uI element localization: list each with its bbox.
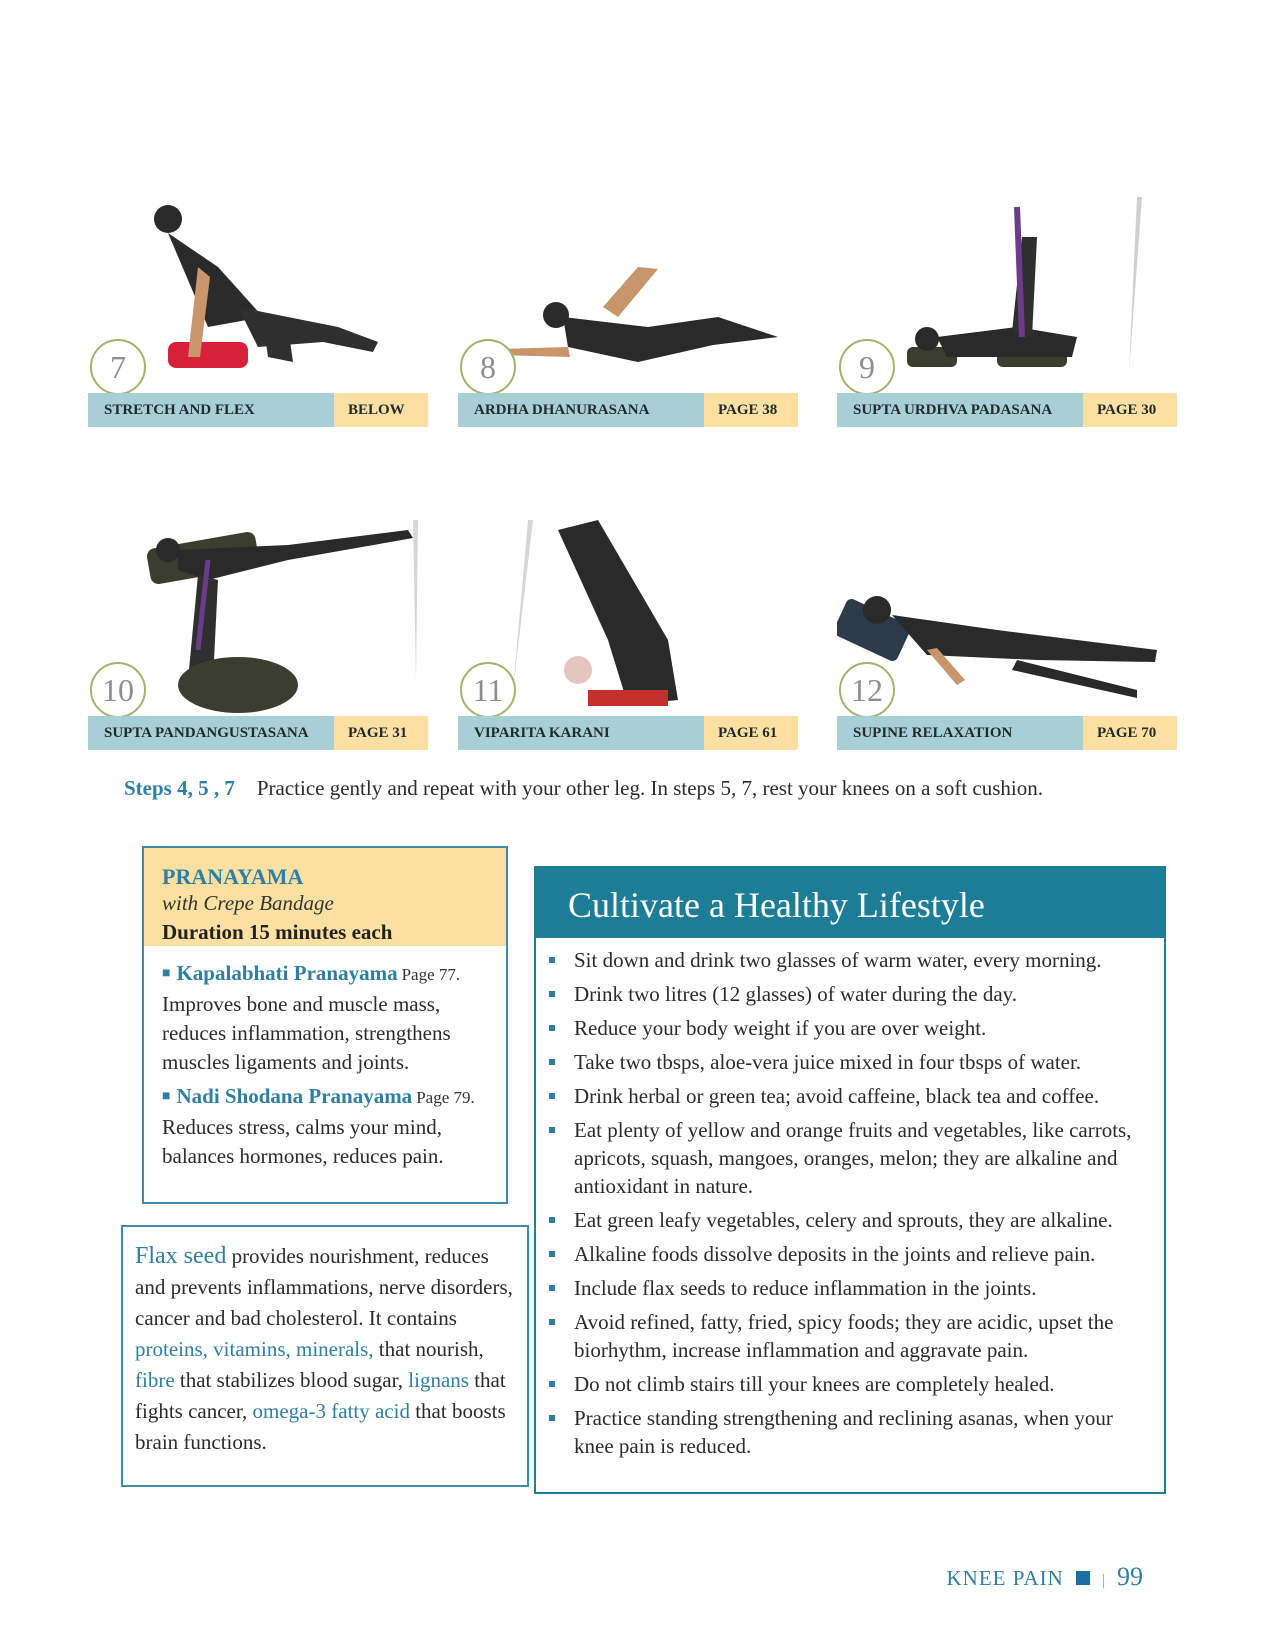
pranayama-item-name: Nadi Shodana Pranayama <box>176 1084 413 1108</box>
pranayama-item-name: Kapalabhati Pranayama <box>176 961 398 985</box>
lifestyle-item: Eat green leafy vegetables, celery and sprouts, they are alkaline. <box>574 1206 1154 1234</box>
pose-card-12 <box>837 520 1177 780</box>
pose-label-bar <box>88 716 428 750</box>
pranayama-subtitle: with Crepe Bandage <box>162 891 334 915</box>
flax-text: that stabilizes blood sugar, <box>174 1368 409 1392</box>
pose-page-ref[interactable]: PAGE 70 <box>1083 716 1177 750</box>
pose-number: 10 <box>90 662 146 718</box>
square-bullet-icon: ■ <box>162 1089 171 1104</box>
flax-text: that boosts brain functions. <box>135 1399 506 1454</box>
pose-page-ref[interactable]: PAGE 31 <box>334 716 428 750</box>
lifestyle-item: Include flax seeds to reduce inflammation in the joints. <box>574 1274 1154 1302</box>
lifestyle-item: Practice standing strengthening and reclining asanas, when your knee pain is reduced. <box>574 1404 1154 1460</box>
pose-name: VIPARITA KARANI <box>458 716 704 750</box>
steps-text: Practice gently and repeat with your other leg. In steps 5, 7, rest your knees on a soft cushion. <box>256 776 1043 800</box>
pose-name: SUPTA URDHVA PADASANA <box>837 393 1083 427</box>
lifestyle-title: Cultivate a Healthy Lifestyle <box>536 868 1164 938</box>
pose-number: 12 <box>839 662 895 718</box>
lifestyle-item: Drink herbal or green tea; avoid caffeine, black tea and coffee. <box>574 1082 1154 1110</box>
pranayama-title: PRANAYAMA <box>162 864 304 889</box>
lifestyle-item: Do not climb stairs till your knees are completely healed. <box>574 1370 1154 1398</box>
pose-label-bar <box>837 393 1177 427</box>
pose-card-10 <box>88 520 428 780</box>
pose-page-ref[interactable]: PAGE 30 <box>1083 393 1177 427</box>
flax-seed-box <box>121 1225 529 1487</box>
page-footer <box>946 1562 1143 1592</box>
pose-number: 11 <box>460 662 516 718</box>
pose-card-11 <box>458 520 798 780</box>
pose-name: ARDHA DHANURASANA <box>458 393 704 427</box>
pose-page-ref[interactable]: BELOW <box>334 393 428 427</box>
pose-number: 7 <box>90 339 146 395</box>
flax-text: that fights cancer, <box>135 1368 506 1423</box>
lifestyle-item: Reduce your body weight if you are over weight. <box>574 1014 1154 1042</box>
lifestyle-list <box>536 938 1164 1460</box>
lifestyle-item: Alkaline foods dissolve deposits in the joints and relieve pain. <box>574 1240 1154 1268</box>
pose-name: SUPTA PANDANGUSTASANA <box>88 716 334 750</box>
pose-number: 9 <box>839 339 895 395</box>
pranayama-duration: Duration 15 minutes each <box>162 920 393 944</box>
pose-label-bar <box>458 393 798 427</box>
flax-lead: Flax seed <box>135 1243 227 1269</box>
pranayama-header <box>144 848 506 946</box>
lifestyle-item: Eat plenty of yellow and orange fruits and vegetables, like carrots, apricots, squash, mangoes, oranges, melon; they are alkaline and antioxidant in nature. <box>574 1116 1154 1200</box>
flax-highlight: fibre <box>135 1368 175 1392</box>
pose-name: SUPINE RELAXATION <box>837 716 1083 750</box>
flax-text: provides nourishment, reduces and prevents inflammations, nerve disorders, cancer and bad cholesterol. It contains <box>135 1244 513 1330</box>
pose-card-7 <box>88 197 428 457</box>
pose-page-ref[interactable]: PAGE 38 <box>704 393 798 427</box>
square-icon <box>1076 1571 1090 1585</box>
lifestyle-box <box>534 866 1166 1494</box>
pose-page-ref[interactable]: PAGE 61 <box>704 716 798 750</box>
flax-highlight: proteins, vitamins, minerals, <box>135 1337 374 1361</box>
pose-card-9 <box>837 197 1177 457</box>
lifestyle-item: Avoid refined, fatty, fried, spicy foods; they are acidic, upset the biorhythm, increase inflammation and aggravate pain. <box>574 1308 1154 1364</box>
pose-label-bar <box>837 716 1177 750</box>
pranayama-item-page[interactable]: Page 79. <box>416 1088 475 1107</box>
pranayama-item-desc: Reduces stress, calms your mind, balances hormones, reduces pain. <box>162 1115 444 1168</box>
pranayama-body <box>144 946 506 1171</box>
pose-label-bar <box>88 393 428 427</box>
flax-text: that nourish, <box>373 1337 484 1361</box>
pranayama-item-title <box>162 958 488 990</box>
pose-card-8 <box>458 197 798 457</box>
pose-name: STRETCH AND FLEX <box>88 393 334 427</box>
lifestyle-item: Drink two litres (12 glasses) of water during the day. <box>574 980 1154 1008</box>
lifestyle-item: Sit down and drink two glasses of warm water, every morning. <box>574 946 1154 974</box>
pranayama-item-title <box>162 1081 488 1113</box>
pose-label-bar <box>458 716 798 750</box>
footer-section-title: KNEE PAIN <box>946 1566 1064 1590</box>
pose-number: 8 <box>460 339 516 395</box>
flax-highlight: omega-3 fatty acid <box>252 1399 410 1423</box>
pranayama-box <box>142 846 508 1204</box>
steps-note <box>124 776 1043 801</box>
steps-label: Steps 4, 5 , 7 <box>124 776 235 800</box>
lifestyle-item: Take two tbsps, aloe-vera juice mixed in four tbsps of water. <box>574 1048 1154 1076</box>
pranayama-item-desc: Improves bone and muscle mass, reduces inflammation, strengthens muscles ligaments and joints. <box>162 992 451 1074</box>
flax-highlight: lignans <box>408 1368 469 1392</box>
page-number: 99 <box>1117 1562 1143 1591</box>
footer-divider: | <box>1101 1572 1105 1589</box>
pranayama-item-page[interactable]: Page 77. <box>401 965 461 984</box>
square-bullet-icon: ■ <box>162 966 171 981</box>
